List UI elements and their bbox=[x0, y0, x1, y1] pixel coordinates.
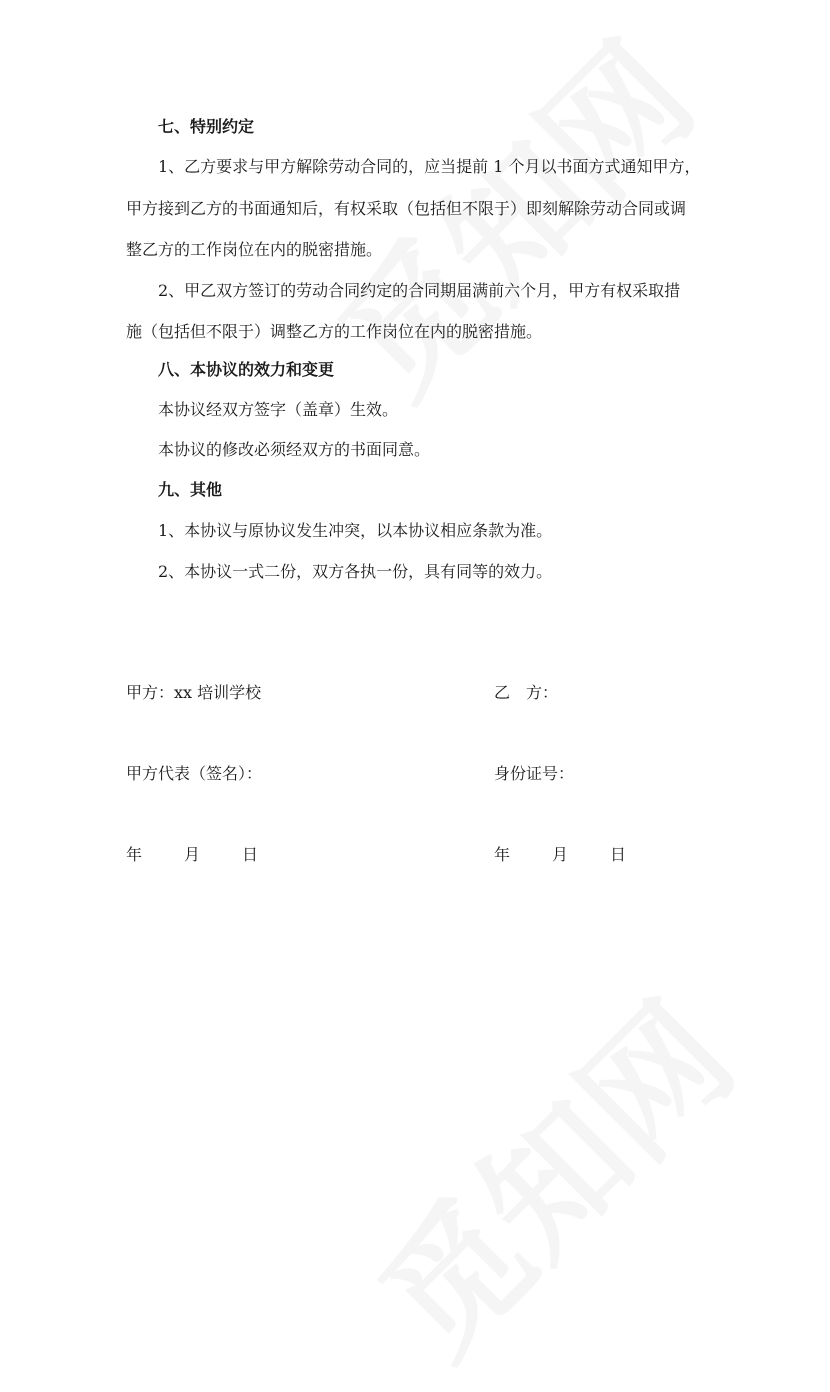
month-label: 月 bbox=[552, 845, 569, 864]
party-b-date bbox=[494, 845, 626, 865]
party-b-label: 乙 方： bbox=[494, 683, 559, 702]
year-label: 年 bbox=[126, 845, 143, 864]
year-label: 年 bbox=[494, 845, 511, 864]
party-a-representative-label: 甲方代表（签名）： bbox=[126, 764, 263, 783]
section-9-heading: 九、其他 bbox=[158, 480, 223, 499]
section-7-p2-line1: 2、甲乙双方签订的劳动合同约定的合同期届满前六个月，甲方有权采取措 bbox=[158, 281, 681, 300]
section-7-p1-line2: 甲方接到乙方的书面通知后，有权采取（包括但不限于）即刻解除劳动合同或调 bbox=[126, 199, 687, 218]
section-7-p1-line1: 1、乙方要求与甲方解除劳动合同的，应当提前 1 个月以书面方式通知甲方， bbox=[158, 157, 701, 176]
section-8-line2: 本协议的修改必须经双方的书面同意。 bbox=[158, 440, 431, 459]
section-7-heading: 七、特别约定 bbox=[158, 117, 255, 136]
day-label: 日 bbox=[242, 845, 259, 864]
month-label: 月 bbox=[184, 845, 201, 864]
section-8-heading: 八、本协议的效力和变更 bbox=[158, 360, 335, 379]
id-number-label: 身份证号： bbox=[494, 764, 575, 783]
section-9-line2: 2、本协议一式二份，双方各执一份，具有同等的效力。 bbox=[158, 562, 553, 581]
day-label: 日 bbox=[610, 845, 627, 864]
section-8-line1: 本协议经双方签字（盖章）生效。 bbox=[158, 400, 399, 419]
section-9-line1: 1、本协议与原协议发生冲突，以本协议相应条款为准。 bbox=[158, 521, 553, 540]
party-a-label: 甲方：xx 培训学校 bbox=[126, 683, 262, 702]
party-a-date bbox=[126, 845, 258, 865]
section-7-p2-line2: 施（包括但不限于）调整乙方的工作岗位在内的脱密措施。 bbox=[126, 322, 543, 341]
section-7-p1-line3: 整乙方的工作岗位在内的脱密措施。 bbox=[126, 240, 383, 259]
